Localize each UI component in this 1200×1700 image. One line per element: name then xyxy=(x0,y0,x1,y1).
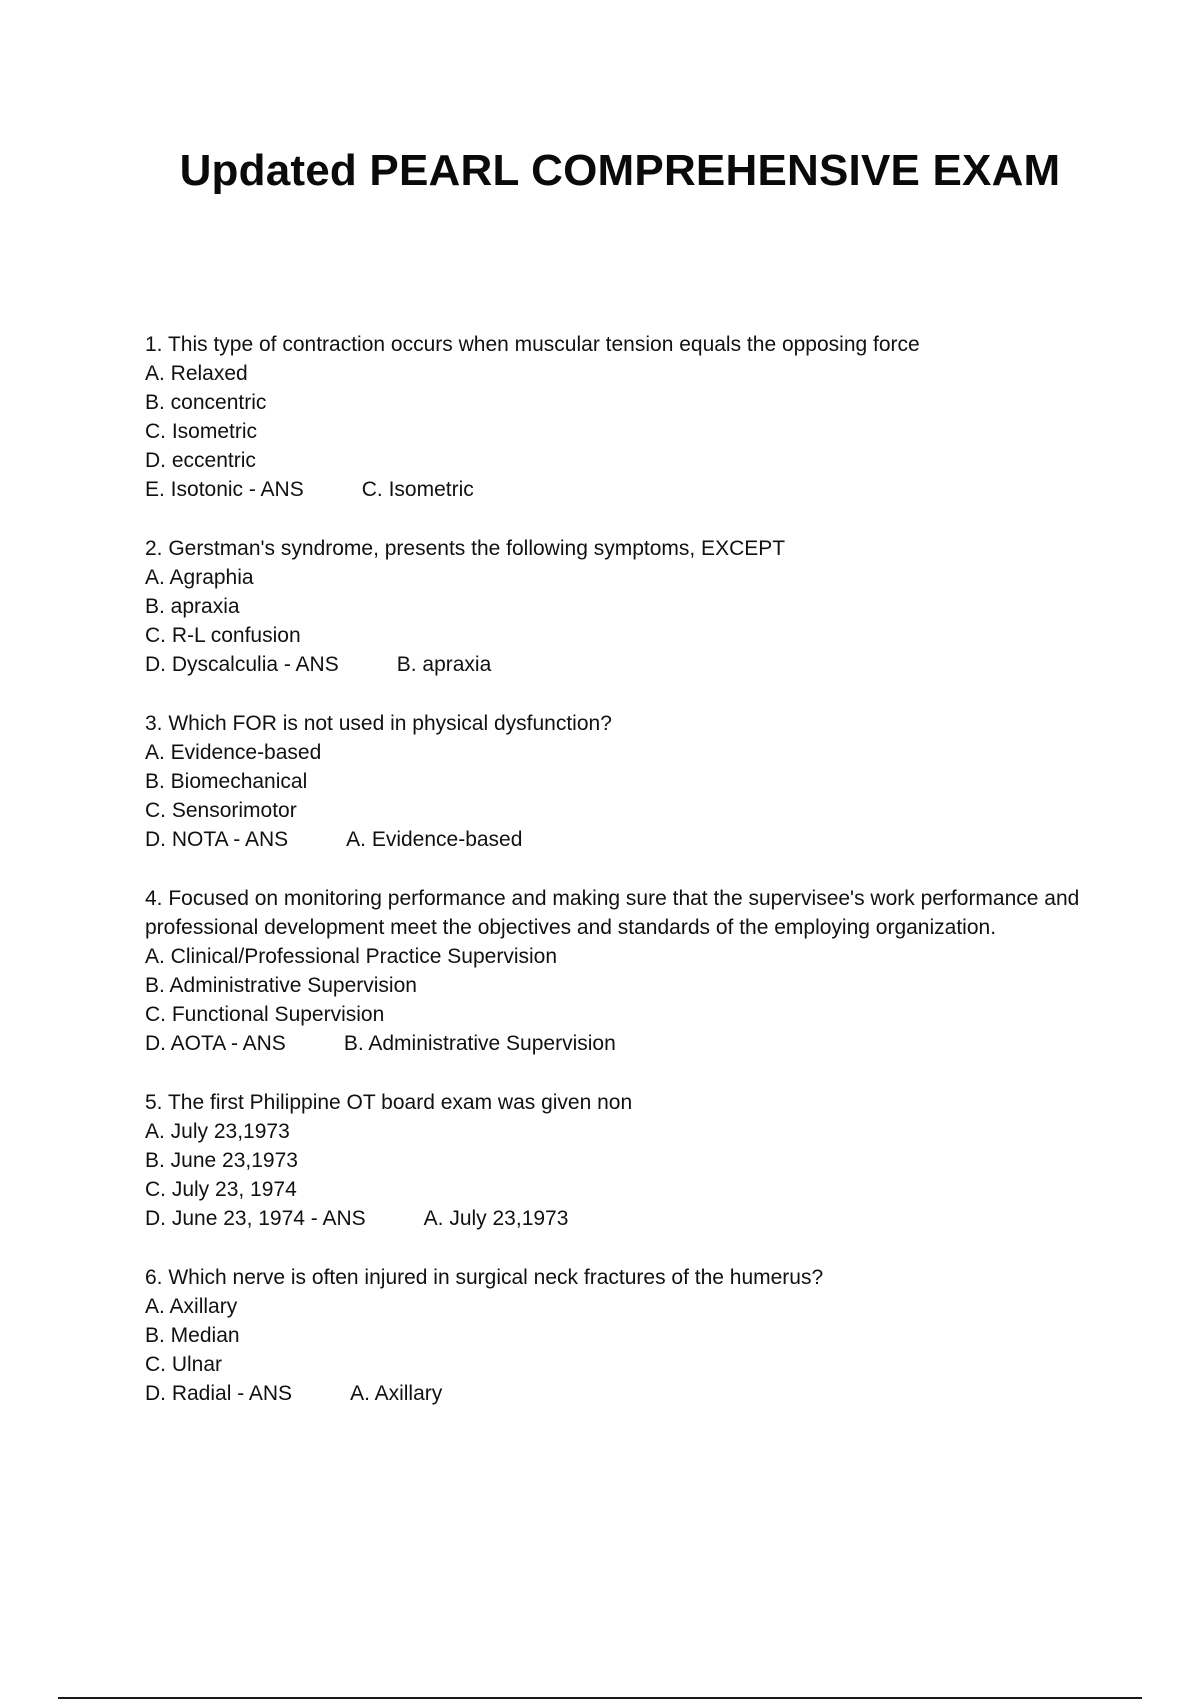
option: B. June 23,1973 xyxy=(145,1149,298,1172)
option: A. Clinical/Professional Practice Supervision xyxy=(145,945,558,968)
answer: B. apraxia xyxy=(396,653,492,676)
option: B. Administrative Supervision xyxy=(145,974,417,997)
option: D. Radial - ANS xyxy=(145,1382,293,1405)
question-5 xyxy=(145,1088,1095,1233)
question-3 xyxy=(145,709,1095,854)
answer: A. Evidence-based xyxy=(346,828,523,851)
question-stem: 4. Focused on monitoring performance and making sure that the supervisee's work performance and professional development meet the objectives and standards of the employing organization. xyxy=(145,887,1080,939)
question-list xyxy=(145,330,1095,1438)
option: B. concentric xyxy=(145,391,267,414)
option: B. apraxia xyxy=(145,595,240,618)
option: D. eccentric xyxy=(145,449,256,472)
answer-line xyxy=(145,475,1095,504)
answer-line xyxy=(145,650,1095,679)
option: C. Isometric xyxy=(145,420,258,443)
option: D. AOTA - ANS xyxy=(145,1032,286,1055)
option: A. Axillary xyxy=(145,1295,238,1318)
option: A. July 23,1973 xyxy=(145,1120,290,1143)
option: A. Evidence-based xyxy=(145,741,322,764)
option: A. Relaxed xyxy=(145,362,248,385)
answer: A. July 23,1973 xyxy=(423,1207,569,1230)
option: D. NOTA - ANS xyxy=(145,828,289,851)
question-4 xyxy=(145,884,1095,1058)
question-stem: 6. Which nerve is often injured in surgical neck fractures of the humerus? xyxy=(145,1266,824,1289)
footer-divider xyxy=(58,1697,1142,1699)
page-title: Updated PEARL COMPREHENSIVE EXAM xyxy=(179,146,1061,195)
question-2 xyxy=(145,534,1095,679)
answer-line xyxy=(145,825,1095,854)
option: B. Median xyxy=(145,1324,240,1347)
question-stem: 1. This type of contraction occurs when muscular tension equals the opposing force xyxy=(145,333,920,356)
option: C. Functional Supervision xyxy=(145,1003,385,1026)
question-6 xyxy=(145,1263,1095,1408)
answer: B. Administrative Supervision xyxy=(343,1032,616,1055)
answer-line xyxy=(145,1029,1095,1058)
question-1 xyxy=(145,330,1095,504)
option: C. July 23, 1974 xyxy=(145,1178,297,1201)
answer-line xyxy=(145,1204,1095,1233)
answer-line xyxy=(145,1379,1095,1408)
option: A. Agraphia xyxy=(145,566,254,589)
option: C. Ulnar xyxy=(145,1353,223,1376)
option: B. Biomechanical xyxy=(145,770,308,793)
answer: A. Axillary xyxy=(350,1382,443,1405)
answer: C. Isometric xyxy=(361,478,474,501)
option: C. R-L confusion xyxy=(145,624,301,647)
question-stem: 3. Which FOR is not used in physical dysfunction? xyxy=(145,712,612,735)
option: D. Dyscalculia - ANS xyxy=(145,653,339,676)
option: E. Isotonic - ANS xyxy=(145,478,304,501)
option: C. Sensorimotor xyxy=(145,799,297,822)
question-stem: 5. The first Philippine OT board exam was given non xyxy=(145,1091,633,1114)
question-stem: 2. Gerstman's syndrome, presents the following symptoms, EXCEPT xyxy=(145,537,786,560)
option: D. June 23, 1974 - ANS xyxy=(145,1207,366,1230)
